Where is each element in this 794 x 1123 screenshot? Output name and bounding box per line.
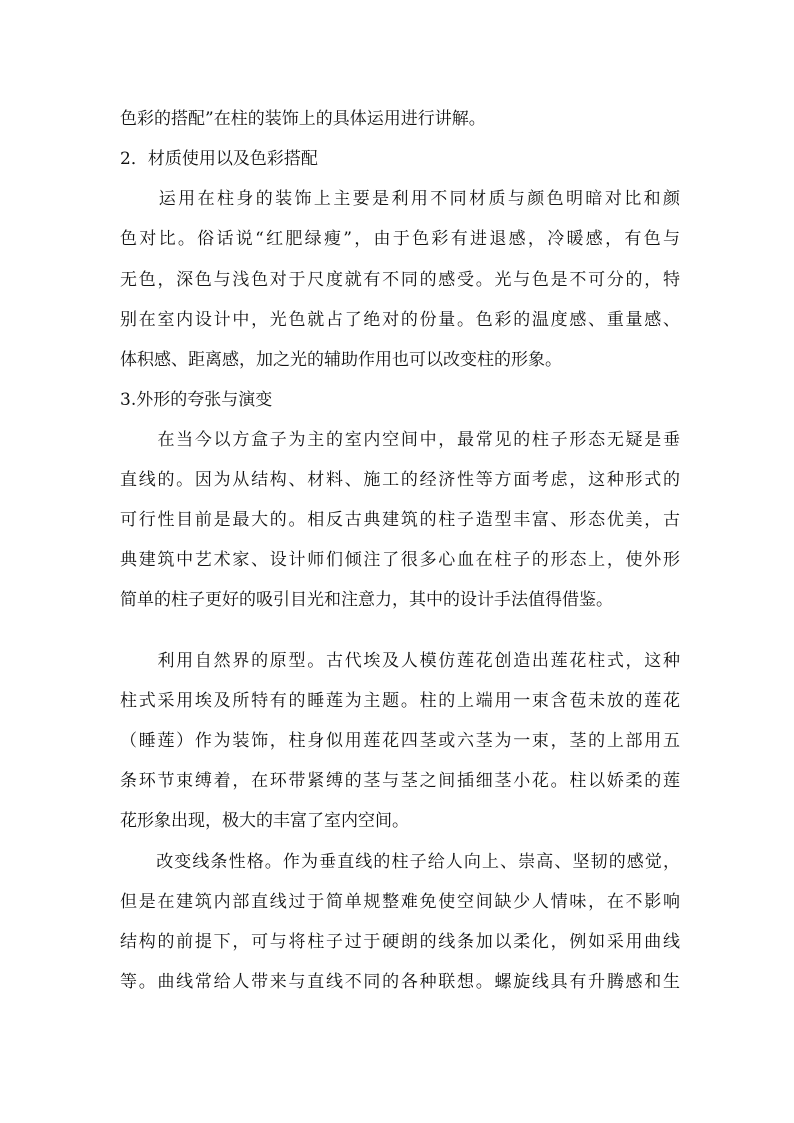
paragraph-line: 结构的前提下，可与将柱子过于硬朗的线条加以柔化，例如采用曲线 — [120, 932, 680, 952]
paragraph-line: 体积感、距离感，加之光的辅助作用也可以改变柱的形象。 — [120, 350, 562, 370]
paragraph-line: 别在室内设计中，光色就占了绝对的份量。色彩的温度感、重量感、 — [120, 310, 680, 330]
paragraph-line: 柱式采用埃及所特有的睡莲为主题。柱的上端用一束含苞未放的莲花 — [120, 691, 680, 711]
paragraph-line: 等。曲线常给人带来与直线不同的各种联想。螺旋线具有升腾感和生 — [120, 972, 680, 992]
paragraph-line: 色对比。俗话说“红肥绿瘦”，由于色彩有进退感，冷暖感，有色与 — [120, 229, 680, 249]
paragraph-line: 在当今以方盒子为主的室内空间中，最常见的柱子形态无疑是垂 — [120, 430, 680, 450]
paragraph-line: 典建筑中艺术家、设计师们倾注了很多心血在柱子的形态上，使外形 — [120, 550, 680, 570]
paragraph-line: 运用在柱身的装饰上主要是利用不同材质与颜色明暗对比和颜 — [120, 189, 680, 209]
paragraph-line: 但是在建筑内部直线过于简单规整难免使空间缺少人情味，在不影响 — [120, 892, 680, 912]
paragraph-line: （睡莲）作为装饰，柱身似用莲花四茎或六茎为一束，茎的上部用五 — [120, 731, 680, 751]
paragraph-line: 条环节束缚着，在环带紧缚的茎与茎之间插细茎小花。柱以娇柔的莲 — [120, 771, 680, 791]
paragraph-line: 简单的柱子更好的吸引目光和注意力，其中的设计手法值得借鉴。 — [120, 590, 613, 610]
paragraph-line: 色彩的搭配”在柱的装饰上的具体运用进行讲解。 — [120, 109, 486, 129]
section-heading: 3.外形的夸张与演变 — [120, 390, 273, 410]
paragraph-line: 利用自然界的原型。古代埃及人模仿莲花创造出莲花柱式，这种 — [120, 651, 680, 671]
paragraph-line: 直线的。因为从结构、材料、施工的经济性等方面考虑，这种形式的 — [120, 470, 680, 490]
paragraph-line: 无色，深色与浅色对于尺度就有不同的感受。光与色是不可分的，特 — [120, 270, 680, 290]
paragraph-line: 花形象出现，极大的丰富了室内空间。 — [120, 811, 409, 831]
paragraph-line: 改变线条性格。作为垂直线的柱子给人向上、崇高、坚韧的感觉， — [120, 852, 680, 872]
paragraph-line: 可行性目前是最大的。相反古典建筑的柱子造型丰富、形态优美，古 — [120, 510, 680, 530]
section-heading: 2．材质使用以及色彩搭配 — [120, 149, 318, 169]
